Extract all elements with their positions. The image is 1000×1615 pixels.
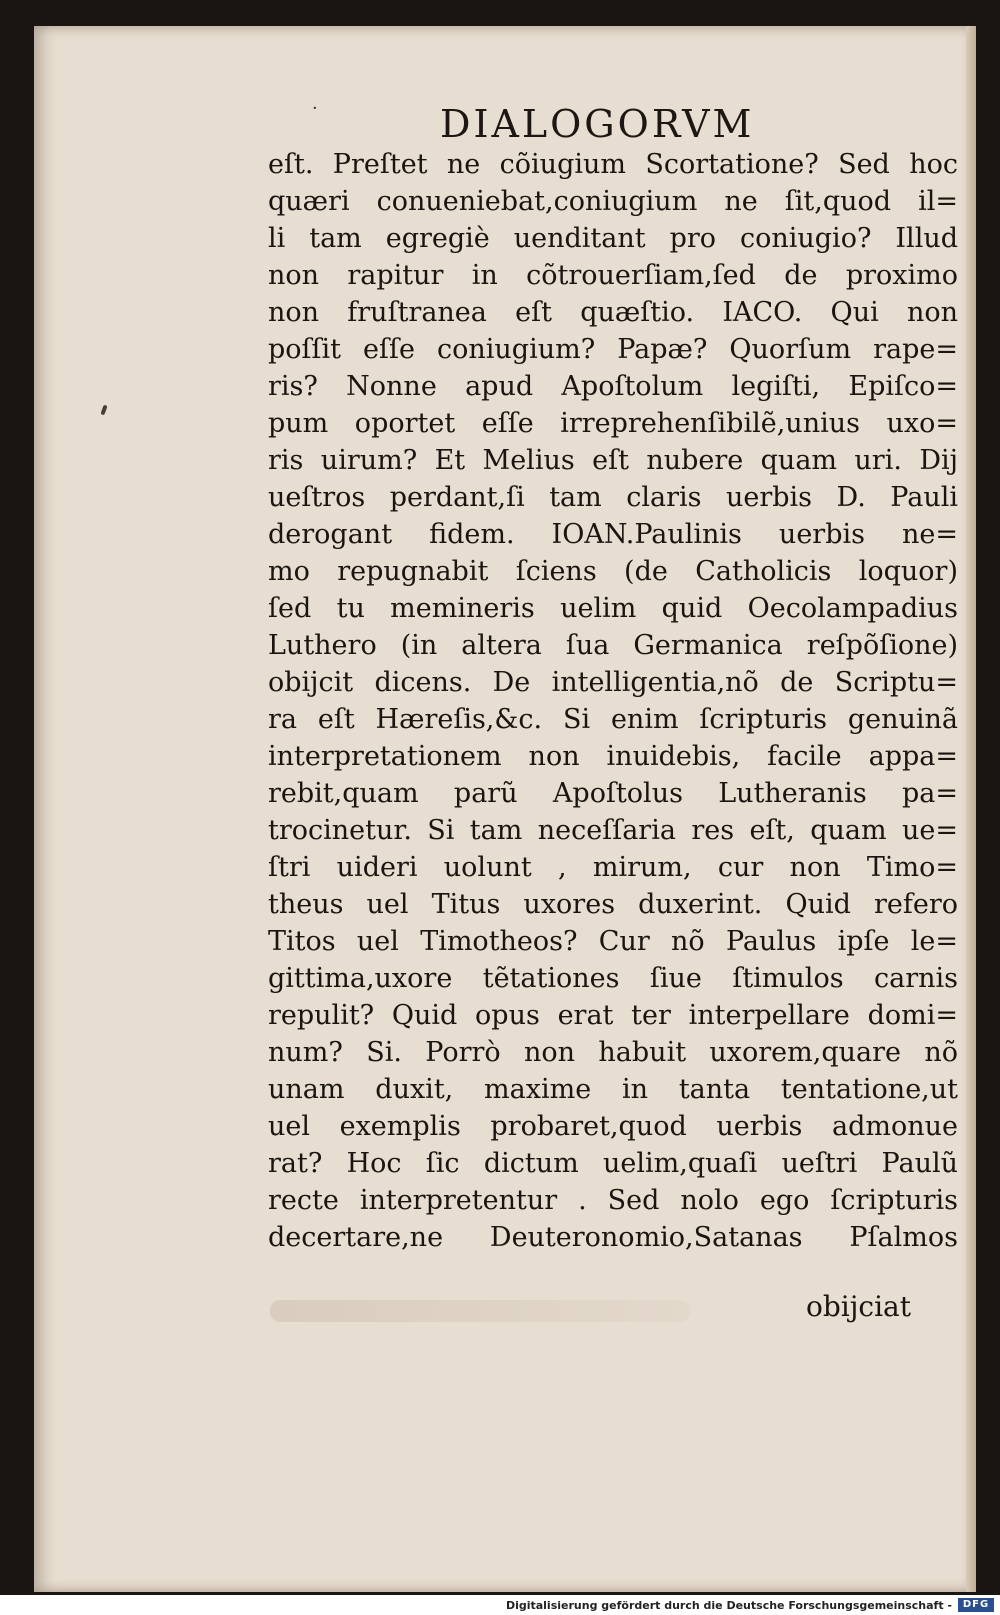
catchword: obijciat xyxy=(806,1290,911,1323)
text-line: recte interpretentur . Sed nolo ego ſcripturis xyxy=(268,1185,958,1216)
text-line: ſtri uideri uolunt , mirum, cur non Timo= xyxy=(268,852,958,883)
text-line: quæri conueniebat,coniugium ne ſit,quod il= xyxy=(268,186,958,217)
text-line: unam duxit, maxime in tanta tentatione,ut xyxy=(268,1074,958,1105)
running-head: DIALOGORVM xyxy=(440,102,755,146)
text-line: decertare,ne Deuteronomio,Satanas Pſalmos xyxy=(268,1222,958,1253)
text-line: ſed tu memineris uelim quid Oecolampadius xyxy=(268,593,958,624)
text-line: eſt. Preſtet ne cõiugium Scortatione? Sed hoc xyxy=(268,149,958,180)
text-line: Titos uel Timotheos? Cur nõ Paulus ipſe le= xyxy=(268,926,958,957)
text-line: mo repugnabit ſciens (de Catholicis loquor) xyxy=(268,556,958,587)
show-through-bleed xyxy=(270,1300,690,1322)
running-head-mark: · xyxy=(312,98,318,119)
text-line: repulit? Quid opus erat ter interpellare domi= xyxy=(268,1000,958,1031)
text-line: interpretationem non inuidebis, facile appa= xyxy=(268,741,958,772)
text-line: non rapitur in cõtrouerſiam,ſed de proximo xyxy=(268,260,958,291)
text-block xyxy=(268,146,958,1256)
text-line: li tam egregiè uenditant pro coniugio? Illud xyxy=(268,223,958,254)
text-line: trocinetur. Si tam neceſſaria res eſt, quam ue= xyxy=(268,815,958,846)
text-line: ueſtros perdant,ſi tam claris uerbis D. Pauli xyxy=(268,482,958,513)
text-line: derogant fidem. IOAN.Paulinis uerbis ne= xyxy=(268,519,958,550)
text-line: pum oportet eſſe irreprehenſibilẽ,unius uxo= xyxy=(268,408,958,439)
text-line: rebit,quam parũ Apoſtolus Lutheranis pa= xyxy=(268,778,958,809)
text-line: ris? Nonne apud Apoſtolum legiſti, Epiſco= xyxy=(268,371,958,402)
text-line: obijcit dicens. De intelligentia,nõ de Scriptu= xyxy=(268,667,958,698)
text-line: num? Si. Porrò non habuit uxorem,quare nõ xyxy=(268,1037,958,1068)
text-line: poſſit eſſe coniugium? Papæ? Quorſum rape= xyxy=(268,334,958,365)
text-line: Luthero (in altera ſua Germanica reſpõſione) xyxy=(268,630,958,661)
text-line: ris uirum? Et Melius eſt nubere quam uri. Dij xyxy=(268,445,958,476)
text-line: non fruſtranea eſt quæſtio. IACO. Qui non xyxy=(268,297,958,328)
text-line: uel exemplis probaret,quod uerbis admonue xyxy=(268,1111,958,1142)
text-line: gittima,uxore tẽtationes ſiue ſtimulos carnis xyxy=(268,963,958,994)
text-line: ra eſt Hæreſis,&c. Si enim ſcripturis genuinã xyxy=(268,704,958,735)
text-line: rat? Hoc ſic dictum uelim,quaſi ueſtri Paulũ xyxy=(268,1148,958,1179)
funding-credit: Digitalisierung gefördert durch die Deutsche Forschungsgemeinschaft - xyxy=(505,1599,952,1612)
text-line: theus uel Titus uxores duxerint. Quid refero xyxy=(268,889,958,920)
dfg-logo-icon: DFG xyxy=(958,1598,994,1612)
page-edge xyxy=(966,26,976,1592)
